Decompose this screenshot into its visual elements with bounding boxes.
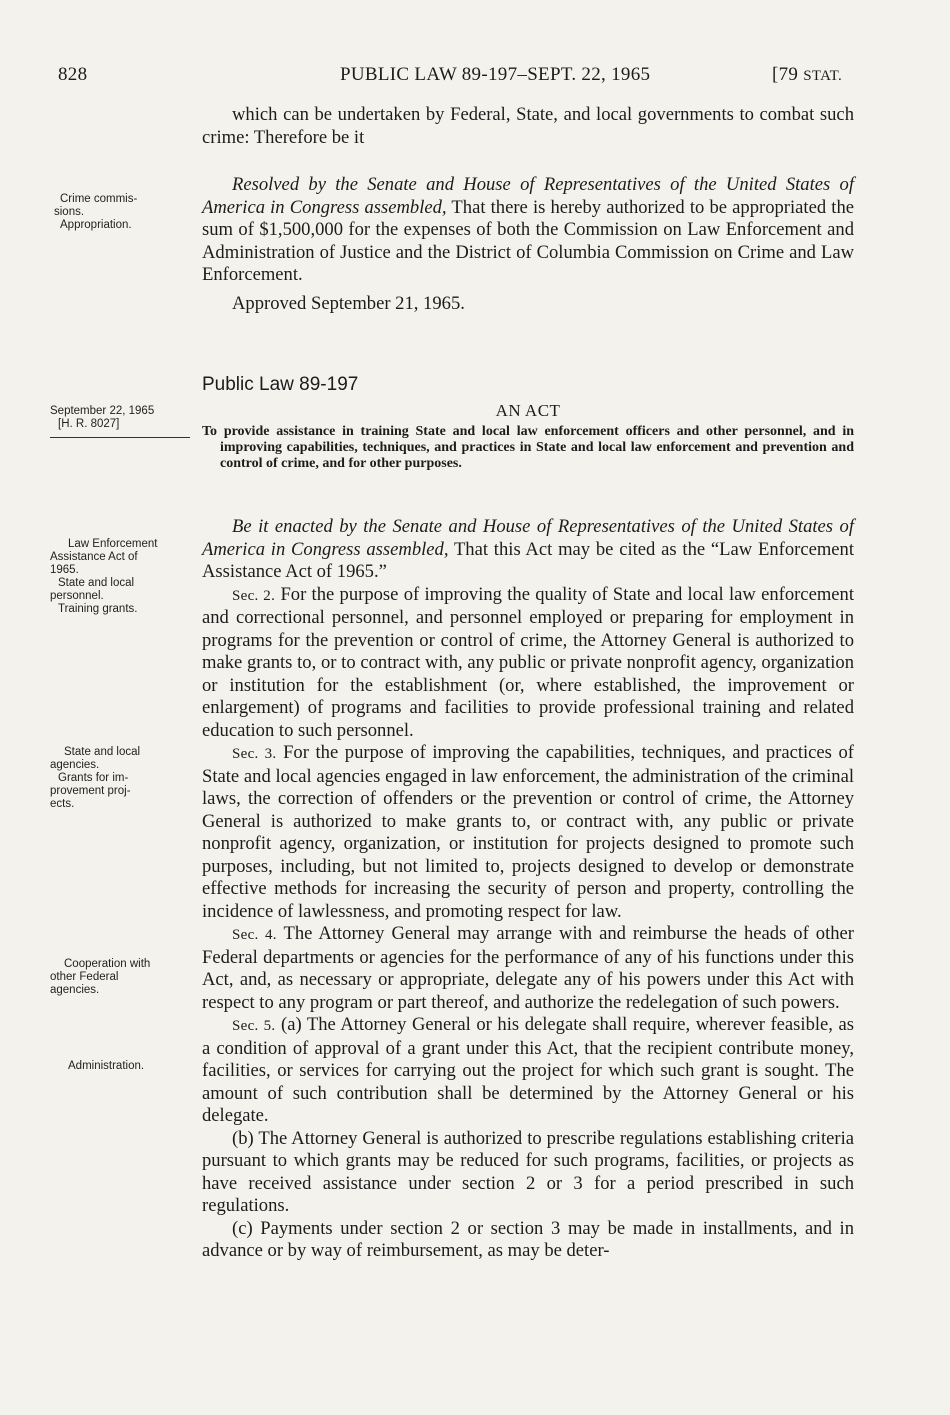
section-3-label: Sec. 3.: [232, 746, 277, 762]
resolved-paragraph: [202, 174, 854, 287]
statute-volume-number: [79: [772, 64, 804, 85]
act-body: [202, 516, 854, 1263]
margin-note-short-title: Law Enforcement Assistance Act of 1965. State and local personnel. Training grants.: [50, 538, 158, 615]
public-law-designation: Public Law 89-197: [202, 374, 359, 395]
section-3: Sec. 3. For the purpose of improving the capabilities, techniques, and practices of State and local agencies engaged in law enforcement, the administration of the criminal laws, the correction of offenders or the prevention or control of crime, the Attorney General is authorized to make grants to, or contract with, any public or private nonprofit agency, organization, or institution for projects designed to promote such purposes, including, but not limited to, projects designed to develop or demonstrate effective methods for increasing the security of person and property, controlling the incidence of lawlessness, and promoting respect for law.: [202, 742, 855, 922]
margin-note-agencies: State and local agencies. Grants for im- provement proj- ects.: [50, 746, 141, 810]
approved-date: Approved September 21, 1965.: [232, 292, 465, 314]
margin-divider: [50, 437, 190, 438]
margin-note-crime-commissions: Crime commis- sions. Appropriation.: [54, 193, 138, 231]
statute-abbrev: STAT.: [803, 68, 843, 84]
page-number: 828: [58, 64, 88, 85]
resolved-text: That there is hereby authorized to be appropriated the sum of $1,500,000 for the expenses of both the Commission on Law Enforcement and Administration of Justice and the District of Columbia Commission on Crime and Law Enforcement.: [202, 196, 854, 285]
section-2-label: Sec. 2.: [232, 587, 276, 604]
running-header-title: PUBLIC LAW 89-197–SEPT. 22, 1965: [340, 64, 651, 85]
margin-note-administration: Administration.: [68, 1060, 145, 1072]
act-purpose: To provide assistance in training State and local law enforcement officers and other personnel, and in improving capabilities, techniques, and practices in State and local law enforcement and prevention and control of crime, and for other purposes.: [202, 424, 854, 471]
section-2: Sec. 2. For the purpose of improving the quality of State and local law enforcement and correctional personnel, and personnel employed or preparing for employment in programs for the prevention or control of crime, the Attorney General is authorized to make grants to, or to contract with, any public or private nonprofit agency, organization or institution for the establishment (or, where established, the improvement or enlargement) of programs and facilities to provide professional training and related education to such personnel.: [202, 583, 854, 741]
margin-note-date: September 22, 1965 [H. R. 8027]: [50, 405, 155, 430]
prior-resolution-closing: [202, 104, 854, 149]
section-4: Sec. 4. The Attorney General may arrange with and reimburse the heads of other Federal departments or agencies for the performance of any of his functions under this Act, and, as necessary or appropriate, delegate any of his powers under this Act with respect to any program or part thereof, and authorize the redelegation of such powers.: [202, 923, 854, 1013]
section-5b: (b) The Attorney General is authorized to prescribe regulations establishing criteria pursuant to which grants may be reduced for such programs, facilities, or projects as have received assistance under section 2 or 3 for a period prescribed in such regulations.: [202, 1127, 854, 1216]
section-5a: Sec. 5. (a) The Attorney General or his delegate shall require, wherever feasible, as a condition of approval of a grant under this Act, that the recipient contribute money, facilities, or services for carrying out the project for which such grant is sought. The amount of such contribution shall be determined by the Attorney General or his delegate.: [202, 1014, 854, 1126]
prior-resolution-body: [202, 174, 854, 315]
section-5-label: Sec. 5.: [232, 1018, 276, 1034]
margin-note-cooperation: Cooperation with other Federal agencies.: [50, 958, 151, 996]
resolved-clause: Resolved by the Senate and House of Representatives of the United States of America in Congress assembled,: [202, 174, 854, 218]
section-5c: (c) Payments under section 2 or section 3 may be made in installments, and in advance or by way of reimbursement, as may be deter-: [202, 1217, 854, 1261]
section-4-label: Sec. 4.: [232, 927, 277, 943]
statute-volume: [772, 64, 842, 86]
enacting-clause: Be it enacted by the Senate and House of Representatives of the United States of America in Congress assembled, That this Act may be cited as the “Law Enforcement Assistance Act of 1965.”: [202, 516, 855, 582]
closing-paragraph: which can be undertaken by Federal, State, and local governments to combat such crime: Therefore be it: [202, 104, 854, 148]
an-act-heading: AN ACT: [495, 401, 561, 420]
